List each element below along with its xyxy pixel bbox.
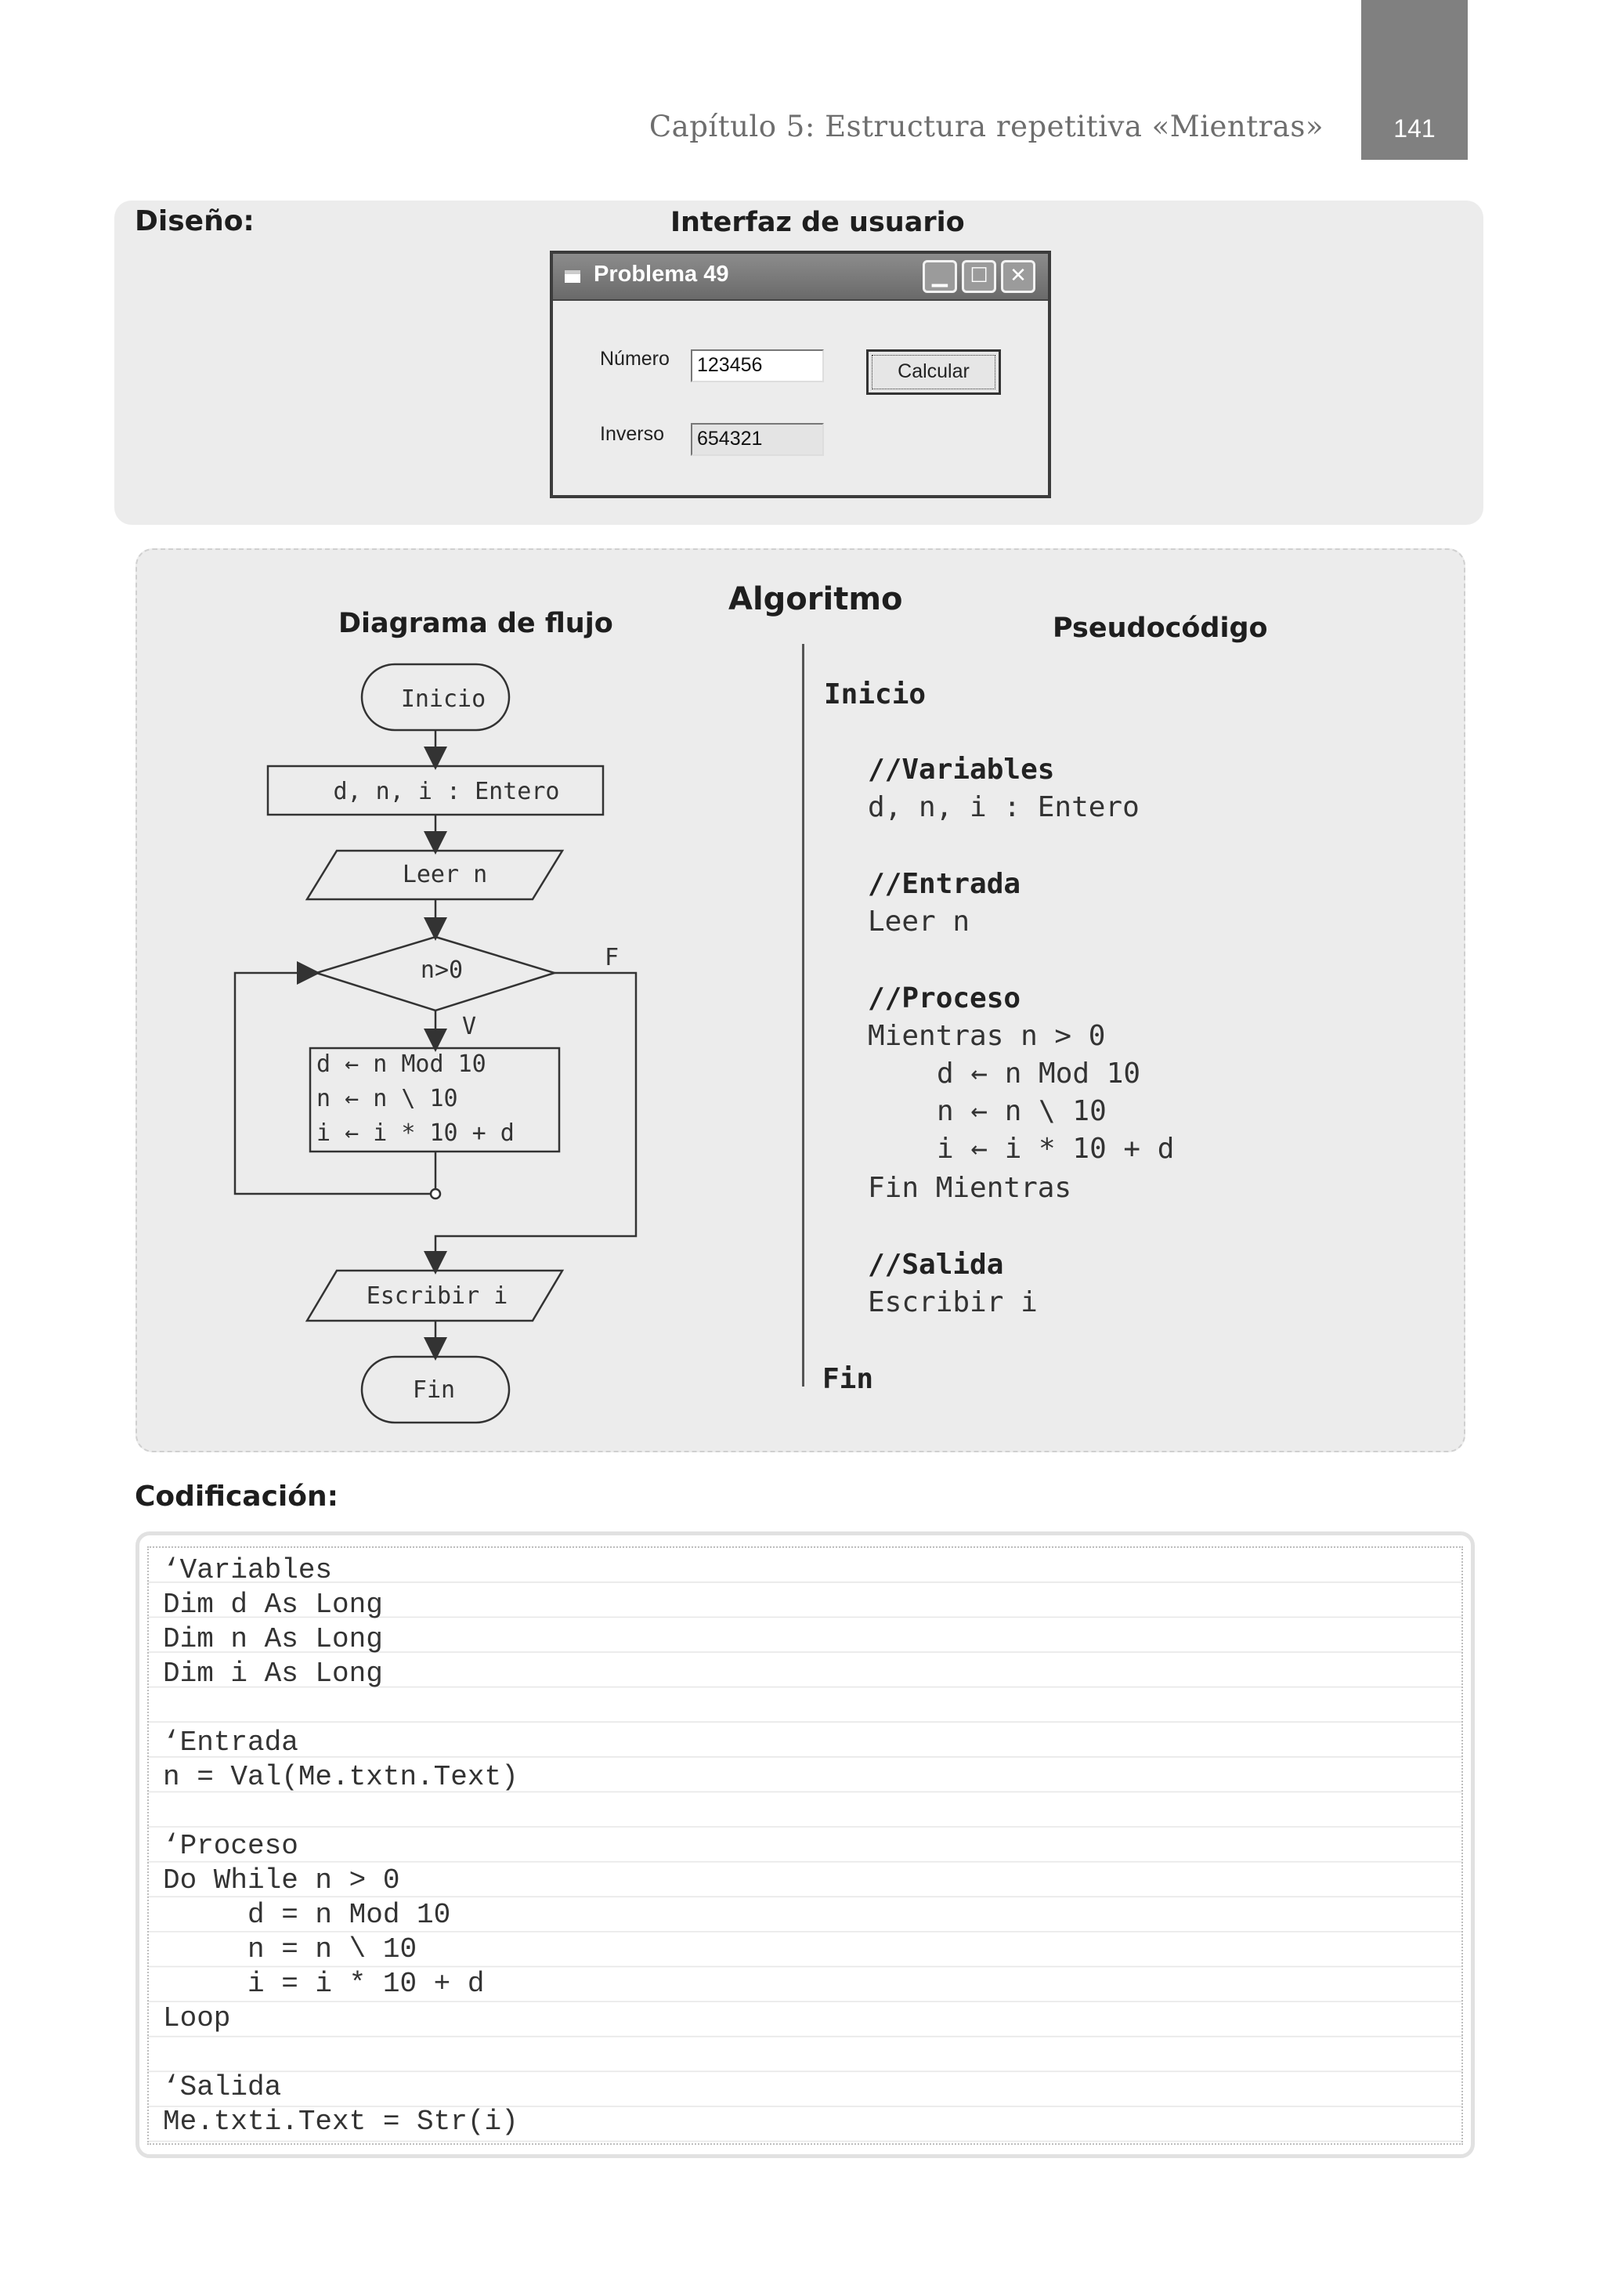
code-line: Me.txti.Text = Str(i) <box>163 2106 518 2138</box>
algorithm-heading: Algoritmo <box>728 581 903 617</box>
code-line: ‘Proceso <box>163 1830 298 1862</box>
maximize-icon[interactable]: ☐ <box>962 260 996 293</box>
pseudo-line: Escribir i <box>868 1286 1038 1318</box>
page-number: 141 <box>1393 114 1436 143</box>
pseudo-line: Fin Mientras <box>868 1172 1072 1204</box>
code-line: i = i * 10 + d <box>163 1968 485 2000</box>
pseudo-line: Leer n <box>868 906 970 938</box>
code-line: n = n \ 10 <box>163 1933 417 1965</box>
output-text: Escribir i <box>366 1282 508 1310</box>
code-line: d = n Mod 10 <box>163 1899 451 1931</box>
code-listing <box>147 1546 1463 2145</box>
window-title: Problema 49 <box>594 262 729 287</box>
flowchart-heading: Diagrama de flujo <box>338 608 613 639</box>
code-line: Dim n As Long <box>163 1623 383 1655</box>
design-label: Diseño: <box>135 205 255 237</box>
inverso-label: Inverso <box>600 423 664 445</box>
pseudo-line: d, n, i : Entero <box>868 791 1140 823</box>
code-line: ‘Salida <box>163 2071 282 2103</box>
pseudocode-heading: Pseudocódigo <box>1053 613 1268 644</box>
inverso-input[interactable]: 654321 <box>691 423 824 456</box>
declare-text: d, n, i : Entero <box>333 778 560 805</box>
pseudo-line: Inicio <box>824 678 927 710</box>
numero-input[interactable]: 123456 <box>691 349 824 382</box>
pseudo-line: Mientras n > 0 <box>868 1020 1106 1052</box>
numero-label: Número <box>600 348 670 370</box>
code-line: Loop <box>163 2002 231 2034</box>
ui-heading: Interfaz de usuario <box>670 207 965 238</box>
process-line-2: n ← n \ 10 <box>316 1085 458 1112</box>
pseudo-line: //Variables <box>868 754 1055 786</box>
pseudo-line: i ← i * 10 + d <box>937 1133 1175 1165</box>
input-text: Leer n <box>402 861 488 888</box>
code-line: n = Val(Me.txtn.Text) <box>163 1761 518 1793</box>
close-icon[interactable]: ✕ <box>1001 260 1035 293</box>
code-line: Dim d As Long <box>163 1589 383 1621</box>
pseudo-line: d ← n Mod 10 <box>937 1058 1141 1090</box>
false-label: F <box>605 944 620 971</box>
code-line: ‘Entrada <box>163 1727 298 1759</box>
code-line: ‘Variables <box>163 1554 333 1586</box>
process-line-1: d ← n Mod 10 <box>316 1050 486 1078</box>
code-line: Dim i As Long <box>163 1658 383 1690</box>
pseudo-line: Fin <box>822 1363 874 1395</box>
chapter-title: Capítulo 5: Estructura repetitiva «Mientras» <box>648 110 1324 143</box>
pseudo-line: //Entrada <box>868 868 1021 900</box>
pseudo-line: n ← n \ 10 <box>937 1095 1107 1127</box>
end-text: Fin <box>412 1376 456 1404</box>
start-text: Inicio <box>400 685 486 713</box>
coding-label: Codificación: <box>135 1481 339 1513</box>
condition-text: n>0 <box>420 956 464 984</box>
pseudo-line: //Salida <box>868 1249 1004 1281</box>
calcular-button-label: Calcular <box>872 355 995 389</box>
true-label: V <box>462 1013 477 1040</box>
pseudo-line: //Proceso <box>868 982 1021 1014</box>
code-line: Do While n > 0 <box>163 1864 400 1896</box>
code-panel <box>135 1531 1475 2158</box>
minimize-icon[interactable]: ▁ <box>923 260 957 293</box>
process-line-3: i ← i * 10 + d <box>316 1119 515 1147</box>
